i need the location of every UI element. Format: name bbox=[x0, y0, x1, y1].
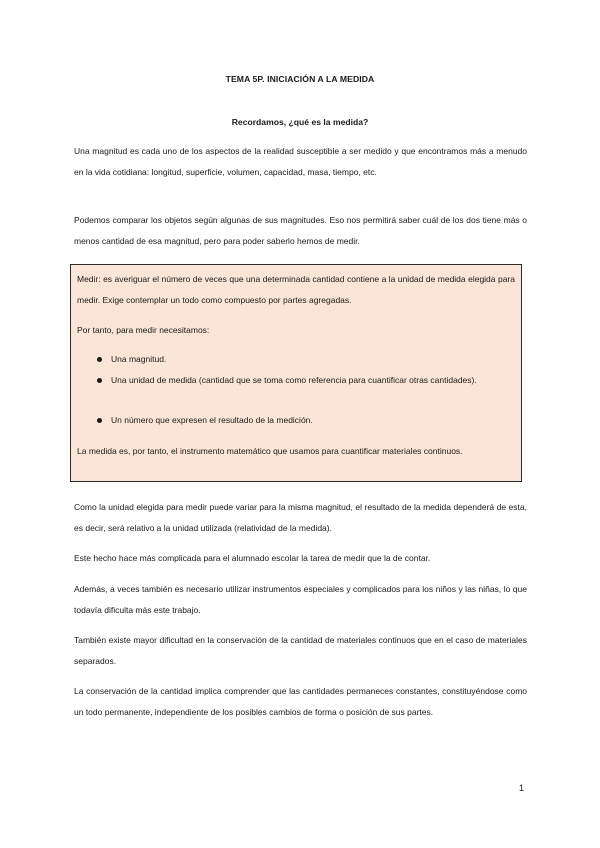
document-title: TEMA 5P. INICIACIÓN A LA MEDIDA bbox=[225, 74, 375, 84]
paragraph-contar: Este hecho hace más complicada para el alumnado escolar la tarea de medir que la de contar. bbox=[74, 553, 431, 563]
page-number: 1 bbox=[519, 783, 525, 793]
section-heading: Recordamos, ¿qué es la medida? bbox=[231, 117, 369, 127]
bullet-text: Una magnitud. bbox=[111, 354, 167, 364]
paragraph-magnitud: Una magnitud es cada uno de los aspectos de la realidad susceptible a ser medido y que encontramos más a menudo en la vida cotidiana: longitud, superficie, volumen, capacidad, masa, tiempo, etc. bbox=[74, 146, 527, 177]
paragraph-instrumentos: Además, a veces también es necesario utilizar instrumentos especiales y complicados para los niños y las niñas, lo que todavía dificulta más este trabajo. bbox=[74, 584, 527, 615]
box-conclusion: La medida es, por tanto, el instrumento matemático que usamos para cuantificar materiales continuos. bbox=[77, 446, 463, 456]
box-intro: Por tanto, para medir necesitamos: bbox=[77, 325, 210, 335]
bullet-text: Una unidad de medida (cantidad que se toma como referencia para cuantificar otras cantidades). bbox=[111, 375, 477, 385]
paragraph-conservacion: También existe mayor dificultad en la conservación de la cantidad de materiales continuos que en el caso de materiales separados. bbox=[74, 635, 527, 666]
list-item bbox=[97, 370, 515, 391]
paragraph-cantidad: La conservación de la cantidad implica comprender que las cantidades permaneces constantes, constituyéndose como un todo permanente, independiente de los posibles cambios de forma o posición de sus partes. bbox=[74, 686, 527, 717]
bullet-icon bbox=[97, 378, 102, 383]
definition-box bbox=[70, 264, 522, 482]
definition-medir: Medir: es averiguar el número de veces que una determinada cantidad contiene a la unidad de medida elegida para medir. Exige contemplar un todo como compuesto por partes agregadas. bbox=[77, 274, 515, 305]
bullet-text: Un número que expresen el resultado de la medición. bbox=[111, 415, 313, 425]
bullet-icon bbox=[97, 357, 102, 362]
list-item bbox=[97, 410, 515, 431]
paragraph-comparar: Podemos comparar los objetos según algunas de sus magnitudes. Eso nos permitirá saber cuál de los dos tiene más o menos cantidad de esa magnitud, pero para poder saberlo hemos de medir. bbox=[74, 215, 527, 246]
list-item bbox=[97, 349, 515, 370]
bullet-icon bbox=[97, 418, 102, 423]
paragraph-unidad: Como la unidad elegida para medir puede variar para la misma magnitud, el resultado de la medida dependerá de esta, es decir, será relativo a la unidad utilizada (relatividad de la medida). bbox=[74, 502, 527, 533]
